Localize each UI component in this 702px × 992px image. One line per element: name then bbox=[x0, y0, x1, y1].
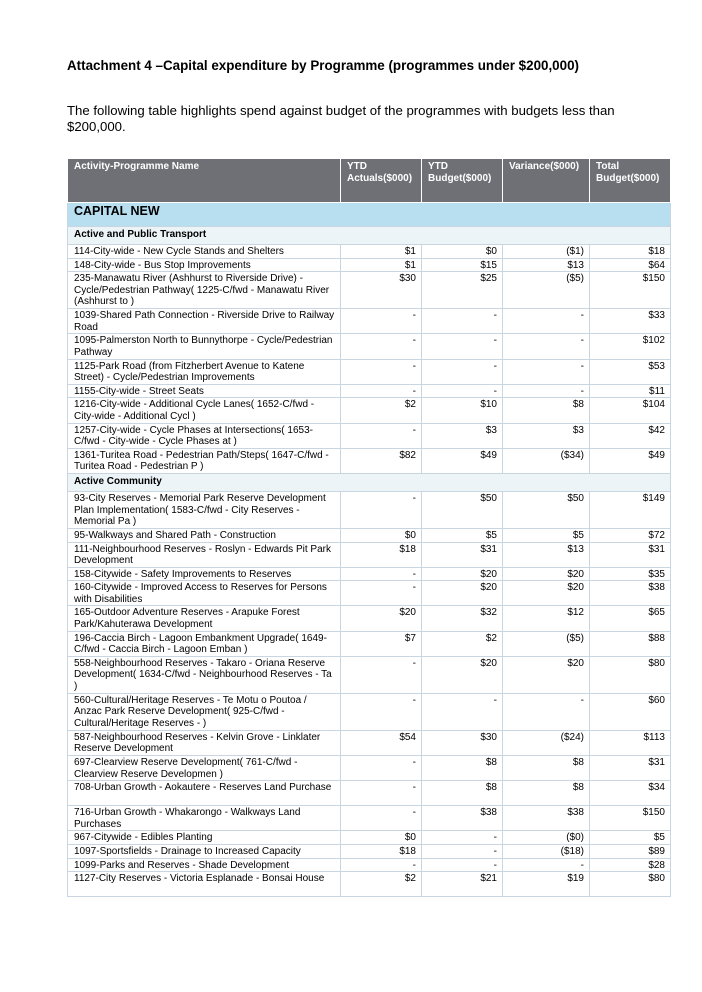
cell-ytd-budget: $20 bbox=[422, 656, 503, 693]
cell-total-budget: $88 bbox=[590, 631, 671, 656]
cell-ytd-actuals: - bbox=[341, 309, 422, 334]
table-row bbox=[68, 606, 671, 631]
table-body bbox=[68, 203, 671, 897]
cell-variance: - bbox=[503, 309, 590, 334]
table-row bbox=[68, 806, 671, 831]
cell-programme-name: 235-Manawatu River (Ashhurst to Riverside Drive) - Cycle/Pedestrian Pathway( 1225-C/fwd - Manawatu River (Ashhurst to ) bbox=[68, 272, 341, 309]
cell-ytd-actuals: - bbox=[341, 384, 422, 398]
cell-programme-name: 158-Citywide - Safety Improvements to Reserves bbox=[68, 567, 341, 581]
cell-ytd-actuals: $7 bbox=[341, 631, 422, 656]
table-row bbox=[68, 309, 671, 334]
cell-total-budget: $80 bbox=[590, 656, 671, 693]
cell-ytd-actuals: $0 bbox=[341, 831, 422, 845]
cell-total-budget: $104 bbox=[590, 398, 671, 423]
intro-paragraph: The following table highlights spend against budget of the programmes with budgets less than $200,000. bbox=[67, 103, 615, 134]
section-title: Active Community bbox=[68, 473, 671, 491]
table-row bbox=[68, 542, 671, 567]
table-row bbox=[68, 831, 671, 845]
cell-programme-name: 114-City-wide - New Cycle Stands and Shelters bbox=[68, 245, 341, 259]
cell-variance: - bbox=[503, 858, 590, 872]
cell-variance: $8 bbox=[503, 398, 590, 423]
table-header-row bbox=[68, 159, 671, 203]
table-row bbox=[68, 730, 671, 755]
cell-total-budget: $113 bbox=[590, 730, 671, 755]
cell-ytd-budget: - bbox=[422, 309, 503, 334]
cell-variance: $20 bbox=[503, 567, 590, 581]
cell-total-budget: $80 bbox=[590, 872, 671, 897]
cell-variance: $20 bbox=[503, 656, 590, 693]
cell-programme-name: 1097-Sportsfields - Drainage to Increased Capacity bbox=[68, 845, 341, 859]
table-row bbox=[68, 448, 671, 473]
cell-programme-name: 1257-City-wide - Cycle Phases at Intersections( 1653-C/fwd - City-wide - Cycle Phases at ) bbox=[68, 423, 341, 448]
cell-variance: - bbox=[503, 359, 590, 384]
cell-total-budget: $34 bbox=[590, 781, 671, 806]
cell-programme-name: 148-City-wide - Bus Stop Improvements bbox=[68, 258, 341, 272]
cell-ytd-actuals: - bbox=[341, 781, 422, 806]
cell-ytd-actuals: - bbox=[341, 581, 422, 606]
cell-variance: ($34) bbox=[503, 448, 590, 473]
cell-total-budget: $38 bbox=[590, 581, 671, 606]
table-row bbox=[68, 567, 671, 581]
cell-programme-name: 1099-Parks and Reserves - Shade Development bbox=[68, 858, 341, 872]
col-header-ytd-budget: YTD Budget($000) bbox=[422, 159, 503, 203]
cell-ytd-actuals: $82 bbox=[341, 448, 422, 473]
cell-variance: $19 bbox=[503, 872, 590, 897]
cell-ytd-actuals: - bbox=[341, 656, 422, 693]
cell-ytd-actuals: $18 bbox=[341, 542, 422, 567]
cell-ytd-budget: $2 bbox=[422, 631, 503, 656]
cell-ytd-budget: $8 bbox=[422, 781, 503, 806]
cell-ytd-budget: $31 bbox=[422, 542, 503, 567]
cell-ytd-budget: - bbox=[422, 384, 503, 398]
cell-programme-name: 1095-Palmerston North to Bunnythorpe - Cycle/Pedestrian Pathway bbox=[68, 334, 341, 359]
cell-ytd-budget: $32 bbox=[422, 606, 503, 631]
cell-ytd-actuals: - bbox=[341, 334, 422, 359]
cell-total-budget: $72 bbox=[590, 528, 671, 542]
cell-ytd-budget: - bbox=[422, 831, 503, 845]
col-header-name: Activity-Programme Name bbox=[68, 159, 341, 203]
table-row bbox=[68, 656, 671, 693]
cell-ytd-actuals: $1 bbox=[341, 258, 422, 272]
cell-ytd-budget: $8 bbox=[422, 756, 503, 781]
cell-ytd-actuals: - bbox=[341, 858, 422, 872]
cell-variance: ($1) bbox=[503, 245, 590, 259]
cell-ytd-budget: $21 bbox=[422, 872, 503, 897]
cell-variance: - bbox=[503, 334, 590, 359]
cell-programme-name: 708-Urban Growth - Aokautere - Reserves Land Purchase bbox=[68, 781, 341, 806]
cell-total-budget: $5 bbox=[590, 831, 671, 845]
cell-variance: $3 bbox=[503, 423, 590, 448]
table-row bbox=[68, 258, 671, 272]
cell-programme-name: 587-Neighbourhood Reserves - Kelvin Grove - Linklater Reserve Development bbox=[68, 730, 341, 755]
cell-ytd-budget: - bbox=[422, 334, 503, 359]
cell-ytd-budget: $15 bbox=[422, 258, 503, 272]
table-row bbox=[68, 581, 671, 606]
table-row bbox=[68, 528, 671, 542]
cell-programme-name: 1155-City-wide - Street Seats bbox=[68, 384, 341, 398]
cell-variance: $12 bbox=[503, 606, 590, 631]
cell-ytd-budget: $10 bbox=[422, 398, 503, 423]
cell-variance: $8 bbox=[503, 781, 590, 806]
cell-total-budget: $18 bbox=[590, 245, 671, 259]
cell-ytd-budget: $25 bbox=[422, 272, 503, 309]
cell-total-budget: $64 bbox=[590, 258, 671, 272]
cell-ytd-actuals: $1 bbox=[341, 245, 422, 259]
table-row bbox=[68, 756, 671, 781]
table-row bbox=[68, 693, 671, 730]
capital-new-label: CAPITAL NEW bbox=[68, 203, 671, 227]
cell-programme-name: 160-Citywide - Improved Access to Reserves for Persons with Disabilities bbox=[68, 581, 341, 606]
table-row bbox=[68, 491, 671, 528]
cell-programme-name: 967-Citywide - Edibles Planting bbox=[68, 831, 341, 845]
cell-total-budget: $102 bbox=[590, 334, 671, 359]
cell-total-budget: $60 bbox=[590, 693, 671, 730]
cell-total-budget: $150 bbox=[590, 806, 671, 831]
cell-ytd-budget: $38 bbox=[422, 806, 503, 831]
cell-programme-name: 716-Urban Growth - Whakarongo - Walkways Land Purchases bbox=[68, 806, 341, 831]
cell-ytd-actuals: $30 bbox=[341, 272, 422, 309]
table-row bbox=[68, 781, 671, 806]
cell-variance: $13 bbox=[503, 542, 590, 567]
cell-programme-name: 1361-Turitea Road - Pedestrian Path/Steps( 1647-C/fwd - Turitea Road - Pedestrian P ) bbox=[68, 448, 341, 473]
cell-ytd-actuals: - bbox=[341, 693, 422, 730]
cell-ytd-budget: $5 bbox=[422, 528, 503, 542]
cell-programme-name: 1039-Shared Path Connection - Riverside Drive to Railway Road bbox=[68, 309, 341, 334]
cell-programme-name: 1125-Park Road (from Fitzherbert Avenue to Katene Street) - Cycle/Pedestrian Improvements bbox=[68, 359, 341, 384]
table-row bbox=[68, 334, 671, 359]
cell-programme-name: 165-Outdoor Adventure Reserves - Arapuke Forest Park/Kahuterawa Development bbox=[68, 606, 341, 631]
cell-total-budget: $150 bbox=[590, 272, 671, 309]
cell-ytd-budget: $3 bbox=[422, 423, 503, 448]
cell-ytd-actuals: $2 bbox=[341, 398, 422, 423]
cell-programme-name: 95-Walkways and Shared Path - Construction bbox=[68, 528, 341, 542]
cell-total-budget: $42 bbox=[590, 423, 671, 448]
table-row bbox=[68, 272, 671, 309]
cell-programme-name: 93-City Reserves - Memorial Park Reserve Development Plan Implementation( 1583-C/fwd - City Reserves - Memorial Pa ) bbox=[68, 491, 341, 528]
cell-ytd-actuals: - bbox=[341, 491, 422, 528]
capital-new-row bbox=[68, 203, 671, 227]
cell-ytd-actuals: - bbox=[341, 423, 422, 448]
cell-ytd-budget: $30 bbox=[422, 730, 503, 755]
cell-ytd-budget: $50 bbox=[422, 491, 503, 528]
cell-ytd-actuals: $18 bbox=[341, 845, 422, 859]
col-header-total-budget: Total Budget($000) bbox=[590, 159, 671, 203]
cell-programme-name: 111-Neighbourhood Reserves - Roslyn - Edwards Pit Park Development bbox=[68, 542, 341, 567]
cell-ytd-budget: $0 bbox=[422, 245, 503, 259]
cell-variance: - bbox=[503, 693, 590, 730]
table-row bbox=[68, 359, 671, 384]
cell-total-budget: $31 bbox=[590, 756, 671, 781]
table-row bbox=[68, 845, 671, 859]
cell-variance: $20 bbox=[503, 581, 590, 606]
cell-ytd-budget: - bbox=[422, 845, 503, 859]
table-row bbox=[68, 245, 671, 259]
cell-ytd-budget: - bbox=[422, 858, 503, 872]
cell-variance: $5 bbox=[503, 528, 590, 542]
cell-ytd-actuals: $0 bbox=[341, 528, 422, 542]
cell-ytd-actuals: - bbox=[341, 806, 422, 831]
section-header-row bbox=[68, 227, 671, 245]
cell-total-budget: $89 bbox=[590, 845, 671, 859]
cell-variance: ($0) bbox=[503, 831, 590, 845]
cell-programme-name: 558-Neighbourhood Reserves - Takaro - Oriana Reserve Development( 1634-C/fwd - Neighbourhood Reserves - Ta ) bbox=[68, 656, 341, 693]
cell-ytd-budget: - bbox=[422, 359, 503, 384]
col-header-ytd-actuals: YTD Actuals($000) bbox=[341, 159, 422, 203]
table-row bbox=[68, 423, 671, 448]
cell-total-budget: $31 bbox=[590, 542, 671, 567]
cell-variance: ($18) bbox=[503, 845, 590, 859]
cell-total-budget: $49 bbox=[590, 448, 671, 473]
section-title: Active and Public Transport bbox=[68, 227, 671, 245]
cell-programme-name: 560-Cultural/Heritage Reserves - Te Motu o Poutoa / Anzac Park Reserve Development( 925-C/fwd - Cultural/Heritage Reserves - ) bbox=[68, 693, 341, 730]
cell-total-budget: $35 bbox=[590, 567, 671, 581]
table-row bbox=[68, 384, 671, 398]
table-row bbox=[68, 858, 671, 872]
cell-total-budget: $28 bbox=[590, 858, 671, 872]
cell-programme-name: 1127-City Reserves - Victoria Esplanade - Bonsai House bbox=[68, 872, 341, 897]
cell-variance: ($5) bbox=[503, 272, 590, 309]
cell-total-budget: $53 bbox=[590, 359, 671, 384]
page-heading: Attachment 4 –Capital expenditure by Programme (programmes under $200,000) bbox=[67, 58, 579, 73]
table-row bbox=[68, 872, 671, 897]
cell-ytd-budget: - bbox=[422, 693, 503, 730]
cell-total-budget: $11 bbox=[590, 384, 671, 398]
cell-total-budget: $33 bbox=[590, 309, 671, 334]
cell-ytd-budget: $20 bbox=[422, 581, 503, 606]
col-header-variance: Variance($000) bbox=[503, 159, 590, 203]
cell-ytd-actuals: $54 bbox=[341, 730, 422, 755]
cell-variance: ($24) bbox=[503, 730, 590, 755]
cell-ytd-budget: $20 bbox=[422, 567, 503, 581]
cell-ytd-actuals: - bbox=[341, 756, 422, 781]
table-row bbox=[68, 398, 671, 423]
cell-variance: $38 bbox=[503, 806, 590, 831]
cell-ytd-actuals: - bbox=[341, 359, 422, 384]
cell-variance: $8 bbox=[503, 756, 590, 781]
cell-ytd-actuals: $2 bbox=[341, 872, 422, 897]
cell-ytd-budget: $49 bbox=[422, 448, 503, 473]
table-row bbox=[68, 631, 671, 656]
capex-table bbox=[67, 158, 671, 897]
cell-ytd-actuals: $20 bbox=[341, 606, 422, 631]
section-header-row bbox=[68, 473, 671, 491]
cell-variance: $50 bbox=[503, 491, 590, 528]
cell-programme-name: 1216-City-wide - Additional Cycle Lanes( 1652-C/fwd - City-wide - Additional Cycl ) bbox=[68, 398, 341, 423]
cell-variance: $13 bbox=[503, 258, 590, 272]
cell-total-budget: $149 bbox=[590, 491, 671, 528]
cell-variance: ($5) bbox=[503, 631, 590, 656]
cell-ytd-actuals: - bbox=[341, 567, 422, 581]
cell-programme-name: 697-Clearview Reserve Development( 761-C/fwd - Clearview Reserve Developmen ) bbox=[68, 756, 341, 781]
cell-programme-name: 196-Caccia Birch - Lagoon Embankment Upgrade( 1649-C/fwd - Caccia Birch - Lagoon Emban ) bbox=[68, 631, 341, 656]
cell-variance: - bbox=[503, 384, 590, 398]
cell-total-budget: $65 bbox=[590, 606, 671, 631]
